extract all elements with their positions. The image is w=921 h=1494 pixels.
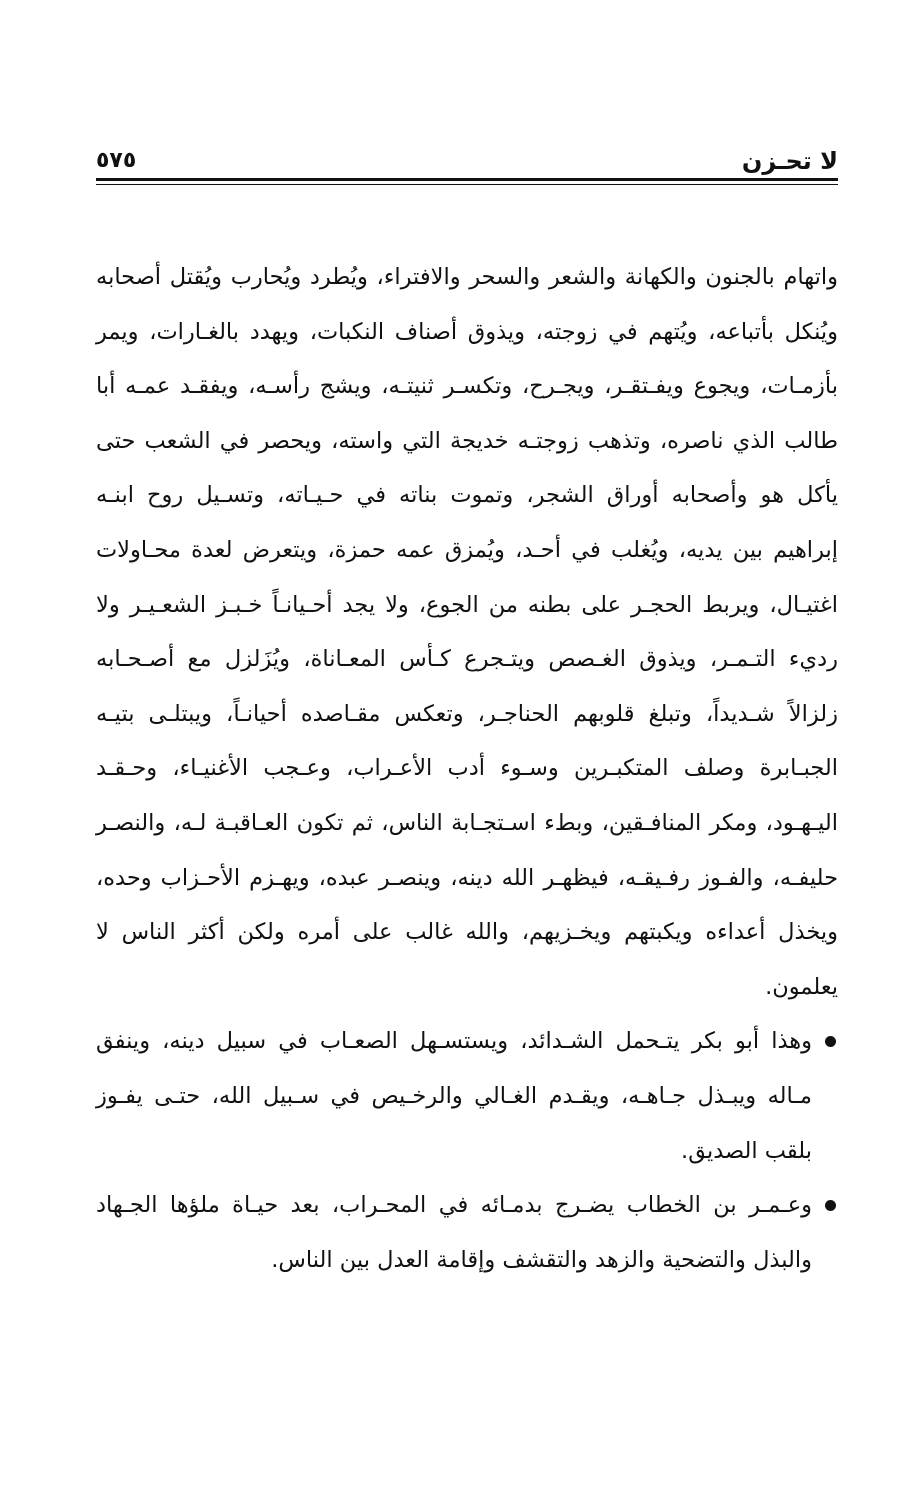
bullet-list	[96, 1014, 838, 1287]
running-title: لا تحـزن	[741, 147, 838, 175]
main-paragraph: واتهام بالجنون والكهانة والشعر والسحر والافتراء، ويُطرد ويُحارب ويُقتل أصحابه ويُنكل بأتباعه، ويُتهم في زوجته، ويذوق أصناف النكبات، ويهدد بالغـارات، ويمر بأزمـات، ويجوع ويفـتقـر، ويجـرح، وتكسـر ثنيتـه، ويشج رأسـه، ويفقـد عمـه أبا طالب الذي ناصره، وتذهب زوجتـه خديجة التي واسته، ويحصر في الشعب حتى يأكل هو وأصحابه أوراق الشجر، وتموت بناته في حـيـاته، وتسـيل روح ابنـه إبراهيم بين يديه، ويُغلب في أحـد، ويُمزق عمه حمزة، ويتعرض لعدة محـاولات اغتيـال، ويربط الحجـر على بطنه من الجوع، ولا يجد أحـيانـاً خـبـز الشعـيـر ولا رديء التـمـر، ويذوق الغـصص ويتـجرع كـأس المعـاناة، ويُزَلزل مع أصـحـابه زلزالاً شـديداً، وتبلغ قلوبهم الحناجـر، وتعكس مقـاصده أحيانـاً، ويبتلـى بتيـه الجبـابرة وصلف المتكبـرين وسـوء أدب الأعـراب، وعـجب الأغنيـاء، وحـقـد اليـهـود، ومكر المنافـقين، وبطء اسـتجـابة الناس، ثم تكون العـاقبـة لـه، والنصـر حليفـه، والفـوز رفـيقـه، فيظهـر الله دينه، وينصـر عبده، ويهـزم الأحـزاب وحده، ويخذل أعداءه ويكبتهم ويخـزيهم، والله غالب على أمره ولكن أكثر الناس لا يعلمون.	[96, 264, 838, 1000]
header-rule-thick	[96, 178, 838, 181]
bullet-dot-icon	[825, 1200, 836, 1211]
bullet-dot-icon	[825, 1036, 836, 1047]
list-item	[96, 1178, 838, 1287]
header-rule-thin	[96, 184, 838, 185]
list-item	[96, 1014, 838, 1178]
bullet-text: وعـمـر بن الخطاب يضـرج بدمـائه في المحـراب، بعد حيـاة ملؤها الجـهاد والبذل والتضحية والزهد والتقشف وإقامة العدل بين الناس.	[96, 1192, 812, 1273]
page-header	[96, 146, 838, 180]
bullet-text: وهذا أبو بكر يتـحمل الشـدائد، ويستسـهل الصعـاب في سبيل دينه، وينفق مـاله ويبـذل جـاهـه، ويقـدم الغـالي والرخـيص في سـبيل الله، حتـى يفـوز بلقب الصديق.	[96, 1028, 812, 1164]
page-number: ٥٧٥	[96, 148, 137, 173]
body-text	[96, 250, 838, 1287]
